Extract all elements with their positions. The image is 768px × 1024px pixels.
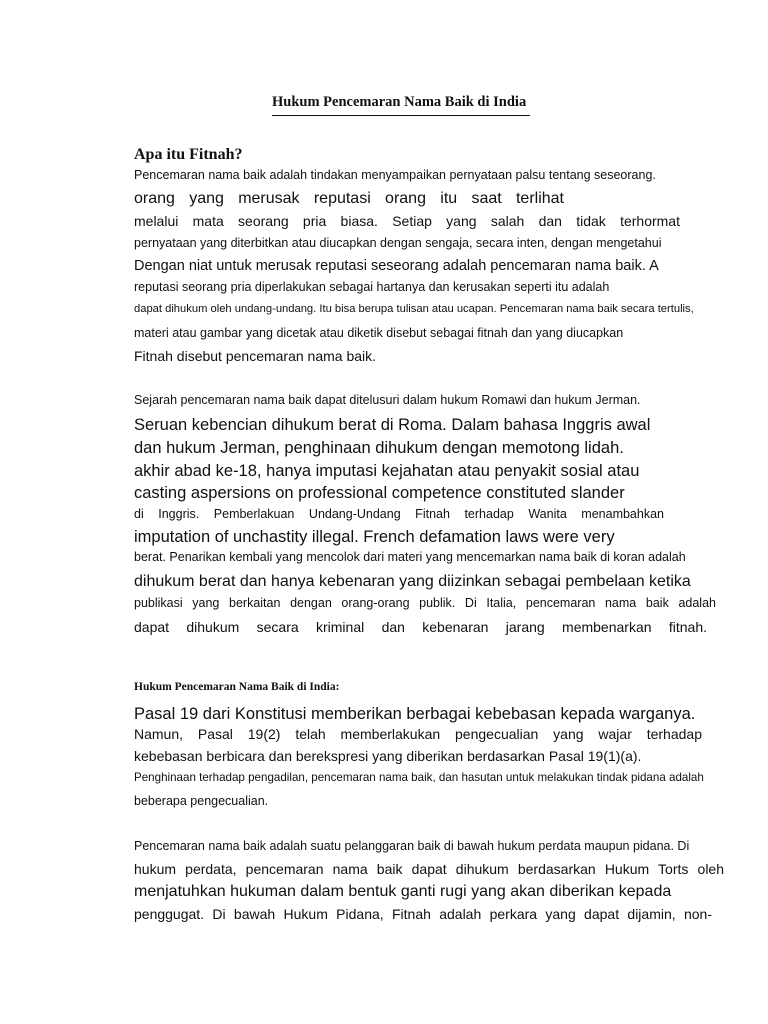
document-title: Hukum Pencemaran Nama Baik di India (272, 94, 530, 116)
paragraph-line: Penghinaan terhadap pengadilan, pencemaran nama baik, dan hasutan untuk melakukan tindak pidana adalah (134, 771, 704, 784)
paragraph-line: Seruan kebencian dihukum berat di Roma. Dalam bahasa Inggris awal (134, 416, 651, 434)
paragraph-line: Fitnah disebut pencemaran nama baik. (134, 348, 377, 364)
paragraph-line: melalui mata seorang pria biasa. Setiap yang salah dan tidak terhormat (134, 213, 680, 229)
paragraph-line: orang yang merusak reputasi orang itu saat terlihat (134, 190, 564, 207)
section-heading-india-law: Hukum Pencemaran Nama Baik di India: (134, 681, 340, 693)
paragraph-line: dan hukum Jerman, penghinaan dihukum dengan memotong lidah. (134, 439, 624, 457)
paragraph-line: reputasi seorang pria diperlakukan sebagai hartanya dan kerusakan seperti itu adalah (134, 280, 610, 294)
paragraph-line: Pencemaran nama baik adalah tindakan menyampaikan pernyataan palsu tentang seseorang. (134, 168, 656, 182)
paragraph-line: berat. Penarikan kembali yang mencolok dari materi yang mencemarkan nama baik di koran adalah (134, 550, 686, 564)
paragraph-line: dapat dihukum oleh undang-undang. Itu bisa berupa tulisan atau ucapan. Pencemaran nama baik secara tertulis, (134, 303, 694, 315)
paragraph-line: dapat dihukum secara kriminal dan kebenaran jarang membenarkan fitnah. (134, 619, 707, 635)
paragraph-line: Namun, Pasal 19(2) telah memberlakukan pengecualian yang wajar terhadap (134, 726, 702, 742)
paragraph-line: beberapa pengecualian. (134, 794, 269, 808)
paragraph-line: Pasal 19 dari Konstitusi memberikan berbagai kebebasan kepada warganya. (134, 705, 696, 723)
paragraph-line: materi atau gambar yang dicetak atau diketik disebut sebagai fitnah dan yang diucapkan (134, 326, 624, 340)
paragraph-line: hukum perdata, pencemaran nama baik dapat dihukum berdasarkan Hukum Torts oleh (134, 861, 724, 877)
paragraph-line: menjatuhkan hukuman dalam bentuk ganti rugi yang akan diberikan kepada (134, 883, 672, 900)
paragraph-line: Sejarah pencemaran nama baik dapat ditelusuri dalam hukum Romawi dan hukum Jerman. (134, 393, 641, 407)
paragraph-line: dihukum berat dan hanya kebenaran yang diizinkan sebagai pembelaan ketika (134, 573, 691, 590)
paragraph-line: akhir abad ke-18, hanya imputasi kejahatan atau penyakit sosial atau (134, 462, 640, 480)
paragraph-line: pernyataan yang diterbitkan atau diucapkan dengan sengaja, secara inten, dengan mengetahui (134, 236, 662, 250)
paragraph-line: Pencemaran nama baik adalah suatu pelanggaran baik di bawah hukum perdata maupun pidana. Di (134, 839, 690, 853)
paragraph-line: di Inggris. Pemberlakuan Undang-Undang Fitnah terhadap Wanita menambahkan (134, 507, 664, 521)
paragraph-line: penggugat. Di bawah Hukum Pidana, Fitnah adalah perkara yang dapat dijamin, non- (134, 906, 712, 922)
paragraph-line: casting aspersions on professional competence constituted slander (134, 484, 625, 502)
paragraph-line: publikasi yang berkaitan dengan orang-orang publik. Di Italia, pencemaran nama baik adalah (134, 596, 716, 610)
paragraph-line: imputation of unchastity illegal. French defamation laws were very (134, 528, 615, 546)
paragraph-line: kebebasan berbicara dan berekspresi yang diberikan berdasarkan Pasal 19(1)(a). (134, 748, 642, 764)
section-heading-what-is-defamation: Apa itu Fitnah? (134, 146, 243, 163)
paragraph-line: Dengan niat untuk merusak reputasi seseorang adalah pencemaran nama baik. A (134, 258, 659, 274)
